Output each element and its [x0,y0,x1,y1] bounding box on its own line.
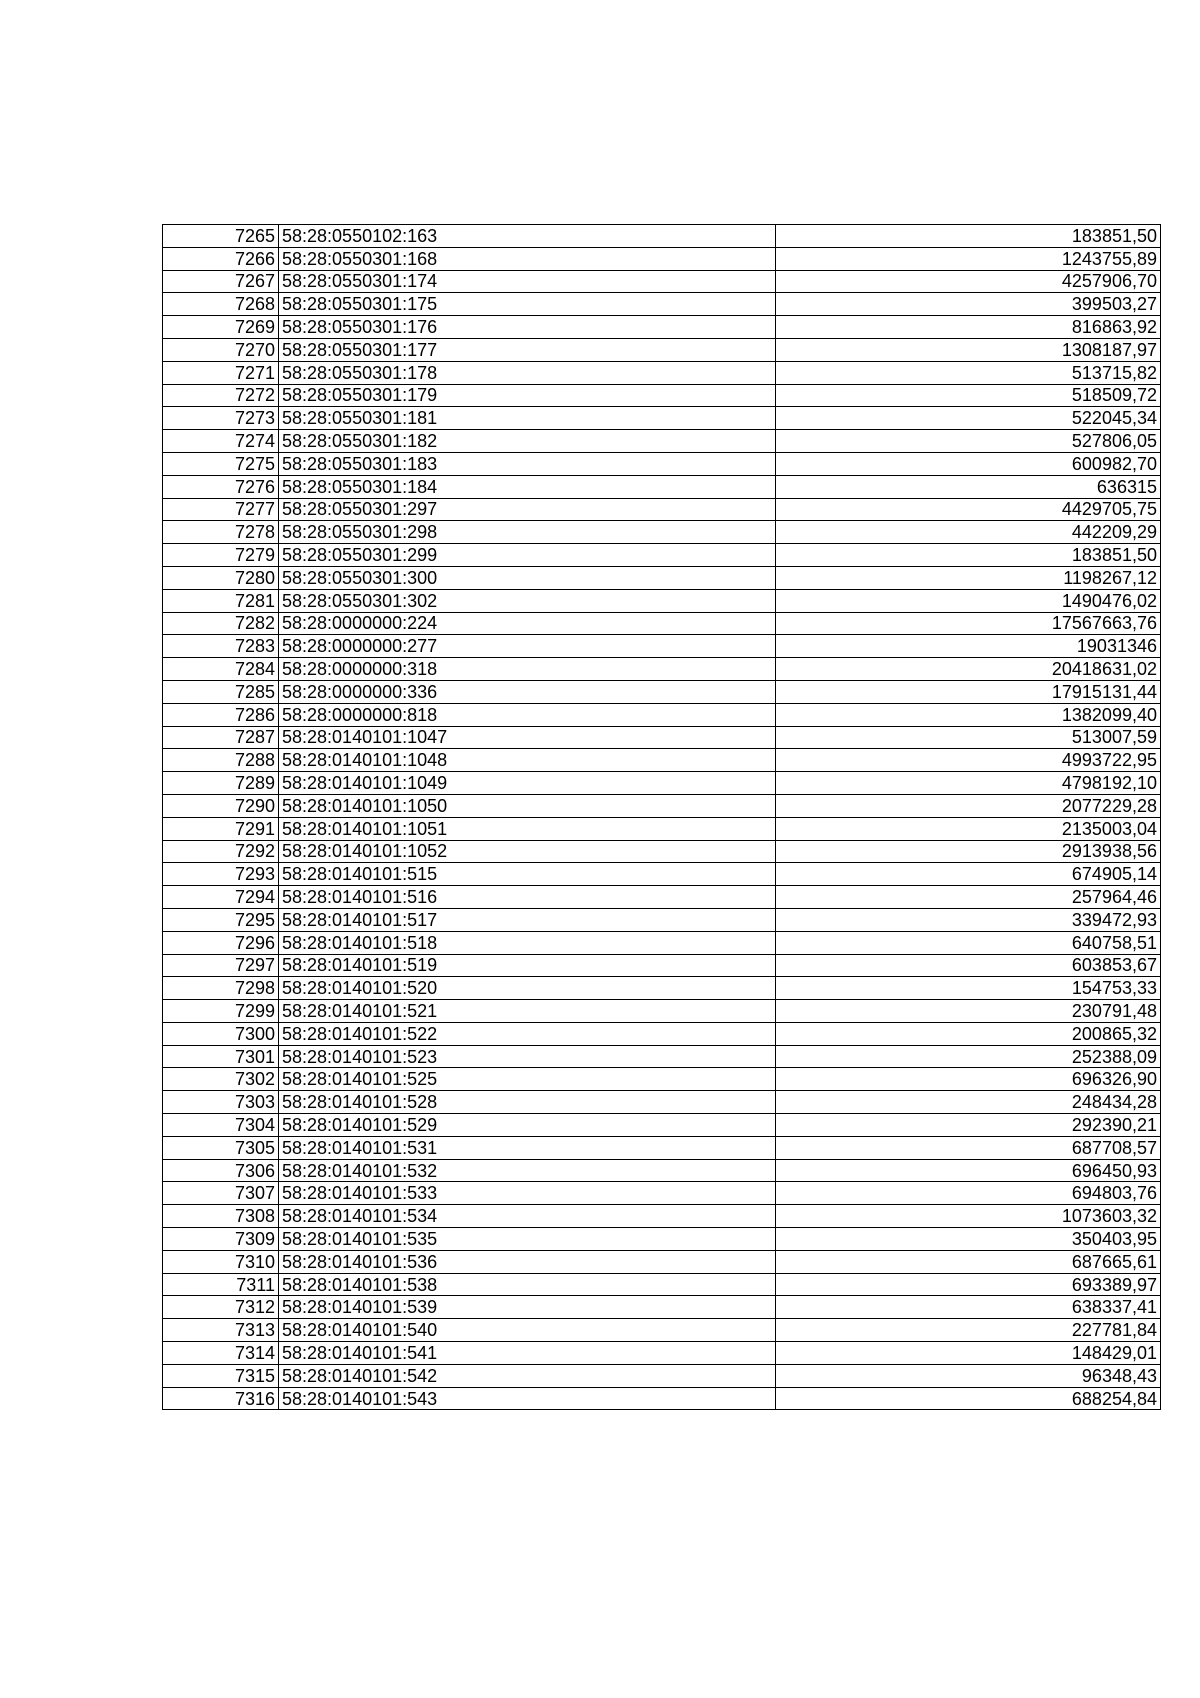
table-row [163,247,1161,270]
value-cell: 688254,84 [776,1387,1161,1410]
cadastral-number-cell: 58:28:0140101:519 [279,954,776,977]
row-number-cell: 7314 [163,1342,279,1365]
row-number-cell: 7307 [163,1182,279,1205]
row-number-cell: 7287 [163,726,279,749]
row-number-cell: 7308 [163,1205,279,1228]
value-cell: 687665,61 [776,1250,1161,1273]
value-cell: 638337,41 [776,1296,1161,1319]
table-row [163,1091,1161,1114]
cadastral-number-cell: 58:28:0550301:177 [279,338,776,361]
table-row [163,1159,1161,1182]
row-number-cell: 7269 [163,316,279,339]
value-cell: 603853,67 [776,954,1161,977]
row-number-cell: 7300 [163,1022,279,1045]
row-number-cell: 7284 [163,658,279,681]
table-row [163,1296,1161,1319]
value-cell: 2135003,04 [776,817,1161,840]
cadastral-number-cell: 58:28:0140101:529 [279,1114,776,1137]
row-number-cell: 7290 [163,794,279,817]
value-cell: 4993722,95 [776,749,1161,772]
table-row [163,863,1161,886]
cadastral-number-cell: 58:28:0140101:1052 [279,840,776,863]
value-cell: 527806,05 [776,430,1161,453]
value-cell: 636315 [776,475,1161,498]
cadastral-number-cell: 58:28:0550301:178 [279,361,776,384]
value-cell: 200865,32 [776,1022,1161,1045]
table-row [163,1319,1161,1342]
cadastral-number-cell: 58:28:0140101:528 [279,1091,776,1114]
row-number-cell: 7268 [163,293,279,316]
cadastral-number-cell: 58:28:0140101:520 [279,977,776,1000]
value-cell: 1073603,32 [776,1205,1161,1228]
row-number-cell: 7285 [163,680,279,703]
cadastral-number-cell: 58:28:0140101:1051 [279,817,776,840]
row-number-cell: 7301 [163,1045,279,1068]
row-number-cell: 7311 [163,1273,279,1296]
table-row [163,338,1161,361]
table-row [163,931,1161,954]
value-cell: 227781,84 [776,1319,1161,1342]
row-number-cell: 7303 [163,1091,279,1114]
cadastral-number-cell: 58:28:0550301:298 [279,521,776,544]
row-number-cell: 7312 [163,1296,279,1319]
row-number-cell: 7289 [163,772,279,795]
value-cell: 693389,97 [776,1273,1161,1296]
cadastral-number-cell: 58:28:0000000:318 [279,658,776,681]
cadastral-number-cell: 58:28:0140101:534 [279,1205,776,1228]
cadastral-number-cell: 58:28:0000000:818 [279,703,776,726]
cadastral-number-cell: 58:28:0140101:540 [279,1319,776,1342]
row-number-cell: 7297 [163,954,279,977]
table-row [163,794,1161,817]
value-cell: 1243755,89 [776,247,1161,270]
value-cell: 248434,28 [776,1091,1161,1114]
cadastral-number-cell: 58:28:0140101:521 [279,1000,776,1023]
value-cell: 257964,46 [776,886,1161,909]
table-row [163,1068,1161,1091]
row-number-cell: 7296 [163,931,279,954]
table-row [163,1136,1161,1159]
table-row [163,1022,1161,1045]
cadastral-number-cell: 58:28:0550301:182 [279,430,776,453]
cadastral-number-cell: 58:28:0140101:515 [279,863,776,886]
table-row [163,680,1161,703]
row-number-cell: 7272 [163,384,279,407]
value-cell: 513007,59 [776,726,1161,749]
cadastral-number-cell: 58:28:0140101:516 [279,886,776,909]
cadastral-number-cell: 58:28:0140101:522 [279,1022,776,1045]
value-cell: 696326,90 [776,1068,1161,1091]
cadastral-number-cell: 58:28:0550301:300 [279,566,776,589]
table-row [163,384,1161,407]
table-row [163,1228,1161,1251]
value-cell: 17915131,44 [776,680,1161,703]
value-cell: 96348,43 [776,1364,1161,1387]
row-number-cell: 7279 [163,544,279,567]
row-number-cell: 7309 [163,1228,279,1251]
value-cell: 4257906,70 [776,270,1161,293]
value-cell: 20418631,02 [776,658,1161,681]
value-cell: 4429705,75 [776,498,1161,521]
table-row [163,566,1161,589]
row-number-cell: 7276 [163,475,279,498]
table-row [163,612,1161,635]
table-row [163,1364,1161,1387]
table-row [163,452,1161,475]
cadastral-number-cell: 58:28:0140101:1047 [279,726,776,749]
cadastral-number-cell: 58:28:0550301:299 [279,544,776,567]
table-row [163,977,1161,1000]
cadastral-number-cell: 58:28:0550301:174 [279,270,776,293]
table-row [163,1182,1161,1205]
row-number-cell: 7315 [163,1364,279,1387]
table-row [163,498,1161,521]
value-cell: 154753,33 [776,977,1161,1000]
data-table [162,224,1161,1410]
row-number-cell: 7310 [163,1250,279,1273]
row-number-cell: 7316 [163,1387,279,1410]
table-row [163,817,1161,840]
table-row [163,430,1161,453]
value-cell: 183851,50 [776,544,1161,567]
table-row [163,1273,1161,1296]
row-number-cell: 7305 [163,1136,279,1159]
table-row [163,635,1161,658]
table-row [163,1114,1161,1137]
cadastral-number-cell: 58:28:0550301:176 [279,316,776,339]
cadastral-number-cell: 58:28:0140101:538 [279,1273,776,1296]
row-number-cell: 7302 [163,1068,279,1091]
table-row [163,703,1161,726]
value-cell: 687708,57 [776,1136,1161,1159]
table-row [163,407,1161,430]
row-number-cell: 7266 [163,247,279,270]
row-number-cell: 7295 [163,908,279,931]
cadastral-number-cell: 58:28:0140101:541 [279,1342,776,1365]
table-row [163,475,1161,498]
row-number-cell: 7283 [163,635,279,658]
row-number-cell: 7294 [163,886,279,909]
value-cell: 513715,82 [776,361,1161,384]
value-cell: 292390,21 [776,1114,1161,1137]
table-row [163,316,1161,339]
row-number-cell: 7270 [163,338,279,361]
value-cell: 696450,93 [776,1159,1161,1182]
row-number-cell: 7277 [163,498,279,521]
table-row [163,886,1161,909]
table-row [163,749,1161,772]
cadastral-number-cell: 58:28:0140101:1049 [279,772,776,795]
table-row [163,908,1161,931]
value-cell: 640758,51 [776,931,1161,954]
table-row [163,726,1161,749]
row-number-cell: 7291 [163,817,279,840]
value-cell: 816863,92 [776,316,1161,339]
cadastral-number-cell: 58:28:0550301:184 [279,475,776,498]
cadastral-number-cell: 58:28:0140101:531 [279,1136,776,1159]
cadastral-number-cell: 58:28:0550301:179 [279,384,776,407]
value-cell: 1308187,97 [776,338,1161,361]
row-number-cell: 7267 [163,270,279,293]
value-cell: 1382099,40 [776,703,1161,726]
row-number-cell: 7306 [163,1159,279,1182]
cadastral-number-cell: 58:28:0550301:168 [279,247,776,270]
cadastral-number-cell: 58:28:0000000:336 [279,680,776,703]
value-cell: 522045,34 [776,407,1161,430]
table-row [163,1342,1161,1365]
table-row [163,772,1161,795]
cadastral-number-cell: 58:28:0000000:224 [279,612,776,635]
row-number-cell: 7278 [163,521,279,544]
row-number-cell: 7273 [163,407,279,430]
cadastral-number-cell: 58:28:0140101:535 [279,1228,776,1251]
value-cell: 518509,72 [776,384,1161,407]
cadastral-number-cell: 58:28:0140101:543 [279,1387,776,1410]
row-number-cell: 7313 [163,1319,279,1342]
row-number-cell: 7293 [163,863,279,886]
table-row [163,270,1161,293]
row-number-cell: 7280 [163,566,279,589]
cadastral-number-cell: 58:28:0140101:1050 [279,794,776,817]
row-number-cell: 7288 [163,749,279,772]
value-cell: 2077229,28 [776,794,1161,817]
value-cell: 19031346 [776,635,1161,658]
cadastral-number-cell: 58:28:0550301:183 [279,452,776,475]
value-cell: 252388,09 [776,1045,1161,1068]
table-row [163,658,1161,681]
table-row [163,293,1161,316]
cadastral-number-cell: 58:28:0140101:533 [279,1182,776,1205]
cadastral-number-cell: 58:28:0550301:302 [279,589,776,612]
cadastral-number-cell: 58:28:0550301:297 [279,498,776,521]
value-cell: 230791,48 [776,1000,1161,1023]
value-cell: 339472,93 [776,908,1161,931]
cadastral-number-cell: 58:28:0550301:181 [279,407,776,430]
table-body [163,225,1161,1410]
row-number-cell: 7286 [163,703,279,726]
cadastral-number-cell: 58:28:0140101:518 [279,931,776,954]
table-row [163,225,1161,248]
value-cell: 4798192,10 [776,772,1161,795]
table-row [163,361,1161,384]
row-number-cell: 7282 [163,612,279,635]
cadastral-number-cell: 58:28:0140101:517 [279,908,776,931]
row-number-cell: 7274 [163,430,279,453]
row-number-cell: 7292 [163,840,279,863]
cadastral-number-cell: 58:28:0000000:277 [279,635,776,658]
cadastral-number-cell: 58:28:0140101:1048 [279,749,776,772]
table-row [163,1045,1161,1068]
row-number-cell: 7298 [163,977,279,1000]
cadastral-number-cell: 58:28:0550102:163 [279,225,776,248]
table-row [163,1250,1161,1273]
row-number-cell: 7281 [163,589,279,612]
table-row [163,1000,1161,1023]
cadastral-number-cell: 58:28:0140101:525 [279,1068,776,1091]
cadastral-number-cell: 58:28:0550301:175 [279,293,776,316]
value-cell: 2913938,56 [776,840,1161,863]
cadastral-number-cell: 58:28:0140101:536 [279,1250,776,1273]
cadastral-number-cell: 58:28:0140101:542 [279,1364,776,1387]
value-cell: 399503,27 [776,293,1161,316]
row-number-cell: 7304 [163,1114,279,1137]
value-cell: 1198267,12 [776,566,1161,589]
value-cell: 442209,29 [776,521,1161,544]
cadastral-number-cell: 58:28:0140101:532 [279,1159,776,1182]
value-cell: 694803,76 [776,1182,1161,1205]
table-row [163,589,1161,612]
table-row [163,521,1161,544]
row-number-cell: 7275 [163,452,279,475]
table-row [163,840,1161,863]
value-cell: 600982,70 [776,452,1161,475]
row-number-cell: 7271 [163,361,279,384]
table-row [163,954,1161,977]
table-row [163,1205,1161,1228]
value-cell: 674905,14 [776,863,1161,886]
row-number-cell: 7265 [163,225,279,248]
value-cell: 350403,95 [776,1228,1161,1251]
value-cell: 17567663,76 [776,612,1161,635]
table-row [163,1387,1161,1410]
value-cell: 148429,01 [776,1342,1161,1365]
value-cell: 183851,50 [776,225,1161,248]
cadastral-number-cell: 58:28:0140101:523 [279,1045,776,1068]
row-number-cell: 7299 [163,1000,279,1023]
cadastral-number-cell: 58:28:0140101:539 [279,1296,776,1319]
table-row [163,544,1161,567]
value-cell: 1490476,02 [776,589,1161,612]
